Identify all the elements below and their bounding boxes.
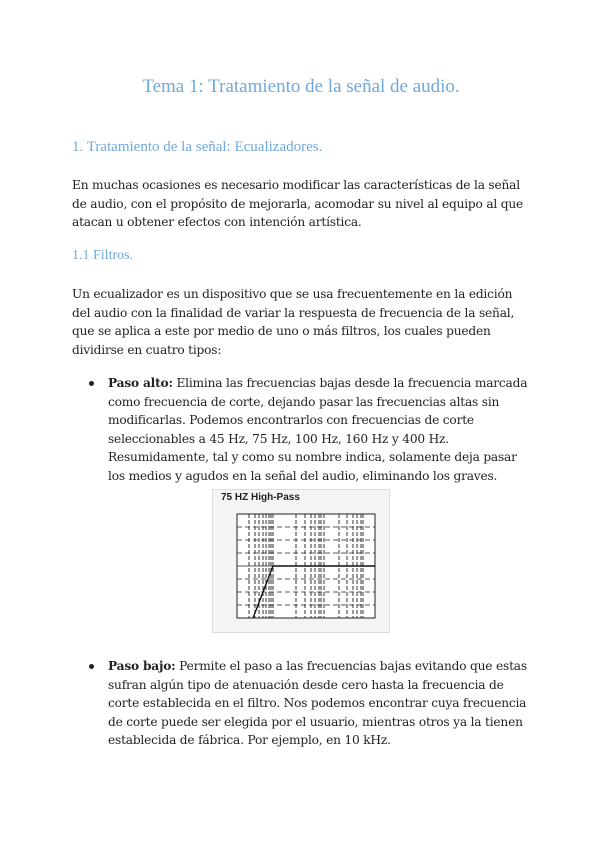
figure-title: 75 HZ High-Pass bbox=[221, 492, 300, 503]
bullet-icon bbox=[89, 381, 94, 386]
item-text: Elimina las frecuencias bajas desde la frecuencia marcada como frecuencia de corte, dejando pasar las frecuencias altas sin modificarlas. Podemos encontrarlos con frecuencias de corte seleccionables a 45 Hz, 75 Hz, 100 Hz, 160 Hz y 400 Hz. Resumidamente, tal y como su nombre indica, solamente deja pasar los medios y agudos en la señal del audio, eliminando los graves. bbox=[108, 376, 528, 483]
list-item-paso-bajo bbox=[108, 657, 532, 750]
bullet-icon bbox=[89, 664, 94, 669]
list-item-paso-alto bbox=[108, 374, 532, 486]
filters-paragraph: Un ecualizador es un dispositivo que se usa frecuentemente en la edición del audio con la finalidad de variar la respuesta de frecuencia de la señal, que se aplica a este por medio de uno o más filtros, los cuales pueden dividirse en cuatro tipos: bbox=[72, 287, 515, 357]
item-text: Permite el paso a las frecuencias bajas evitando que estas sufran algún tipo de atenuación desde cero hasta la frecuencia de corte establecida en el filtro. Nos podemos encontrar cuya frecuencia de corte puede ser elegida por el usuario, mientras otros ya la tienen establecida de fábrica. Por ejemplo, en 10 kHz. bbox=[108, 659, 527, 748]
intro-paragraph: En muchas ocasiones es necesario modificar las características de la señal de audio, con el propósito de mejorarla, acomodar su nivel al equipo al que atacan u obtener efectos con intención artística. bbox=[72, 178, 524, 230]
frequency-response-graph bbox=[213, 490, 389, 632]
item-term: Paso alto: bbox=[108, 376, 173, 390]
item-term: Paso bajo: bbox=[108, 659, 176, 673]
page-title: Tema 1: Tratamiento de la señal de audio. bbox=[142, 76, 460, 97]
subsection-heading: 1.1 Filtros. bbox=[72, 248, 134, 263]
high-pass-figure bbox=[212, 489, 390, 633]
section-heading: 1. Tratamiento de la señal: Ecualizadores. bbox=[72, 139, 323, 155]
